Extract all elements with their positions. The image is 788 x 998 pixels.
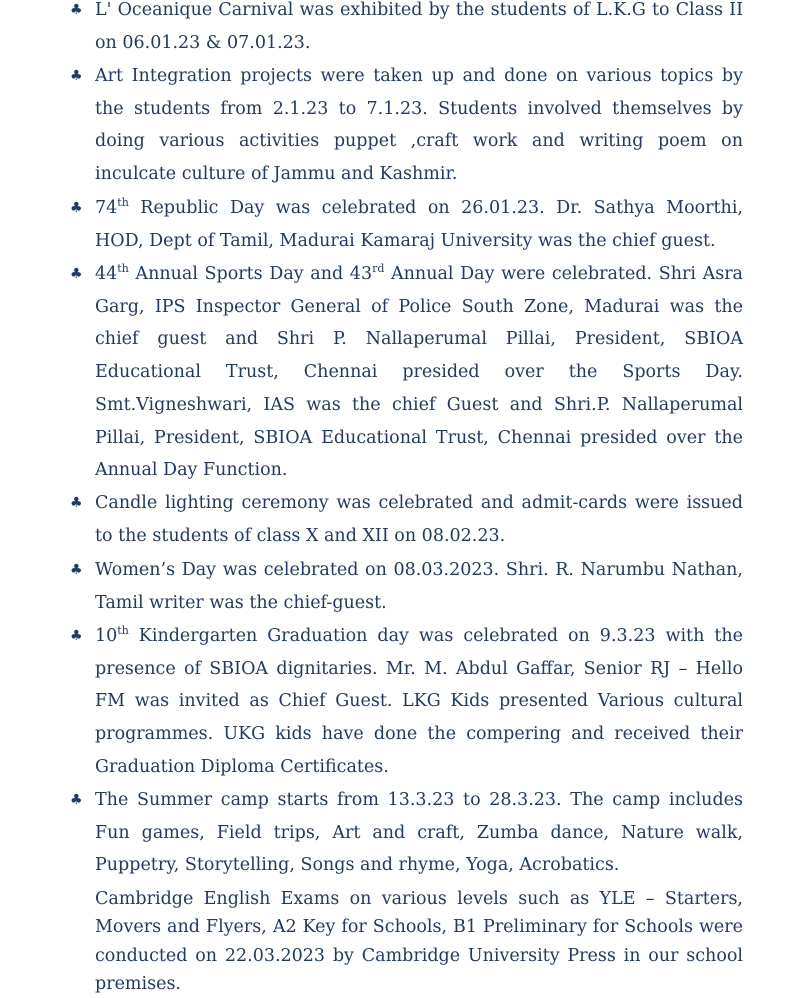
item-text bbox=[95, 192, 743, 257]
club-bullet-icon: ♣ bbox=[70, 495, 83, 511]
paragraph-text: Cambridge English Exams on various levels such as YLE – Starters, Movers and Flyers, A2 Key for Schools, B1 Preliminary for Schools were conducted on 22.03.2023 by Cambridge University Press in our school premises. bbox=[95, 889, 743, 994]
club-bullet-icon: ♣ bbox=[70, 792, 83, 808]
club-bullet-icon: ♣ bbox=[70, 68, 83, 84]
ordinal-number: 74 bbox=[95, 198, 118, 218]
club-bullet-icon: ♣ bbox=[70, 266, 83, 282]
item-text: Candle lighting ceremony was celebrated and admit-cards were issued to the students of class X and XII on 08.02.23. bbox=[95, 493, 743, 546]
list-item-womens-day bbox=[70, 554, 743, 619]
item-text-mid: Annual Sports Day and 43 bbox=[128, 264, 373, 284]
item-text-rest: Kindergarten Graduation day was celebrated on 9.3.23 with the presence of SBIOA dignitaries. Mr. M. Abdul Gaffar, Senior RJ – Hello FM was invited as Chief Guest. LKG Kids presented Various cultural programmes. UKG kids have done the compering and received their Graduation Diploma Certificates. bbox=[95, 626, 743, 777]
list-item-republic-day bbox=[70, 192, 743, 257]
item-text bbox=[95, 258, 743, 487]
item-text: L' Oceanique Carnival was exhibited by the students of L.K.G to Class II on 06.01.23 & 07.01.23. bbox=[95, 0, 743, 53]
ordinal-suffix: rd bbox=[372, 262, 385, 276]
closing-paragraph bbox=[70, 885, 743, 998]
item-text bbox=[95, 620, 743, 784]
list-item-kg-graduation bbox=[70, 620, 743, 784]
club-bullet-icon: ♣ bbox=[70, 2, 83, 18]
list-item-summer-camp bbox=[70, 784, 743, 882]
item-text: The Summer camp starts from 13.3.23 to 28.3.23. The camp includes Fun games, Field trips, Art and craft, Zumba dance, Nature walk, Puppetry, Storytelling, Songs and rhyme, Yoga, Acrobatics. bbox=[95, 790, 743, 876]
club-bullet-icon: ♣ bbox=[70, 628, 83, 644]
ordinal-number: 10 bbox=[95, 626, 118, 646]
list-item-candle-lighting bbox=[70, 487, 743, 552]
item-text: Women’s Day was celebrated on 08.03.2023. Shri. R. Narumbu Nathan, Tamil writer was the chief-guest. bbox=[95, 560, 743, 613]
ordinal-suffix: th bbox=[117, 196, 129, 210]
ordinal-suffix: th bbox=[117, 262, 129, 276]
club-bullet-icon: ♣ bbox=[70, 562, 83, 578]
list-item-art-integration bbox=[70, 60, 743, 191]
ordinal-number: 44 bbox=[95, 264, 118, 284]
list-item-sports-annual-day bbox=[70, 258, 743, 487]
list-item-carnival bbox=[70, 0, 743, 59]
item-text-rest: Republic Day was celebrated on 26.01.23. Dr. Sathya Moorthi, HOD, Dept of Tamil, Madurai Kamaraj University was the chief guest. bbox=[95, 198, 743, 251]
item-text-rest: Annual Day were celebrated. Shri Asra Garg, IPS Inspector General of Police South Zone, Madurai was the chief guest and Shri P. Nallaperumal Pillai, President, SBIOA Educational Trust, Chennai presided over the Sports Day. Smt.Vigneshwari, IAS was the chief Guest and Shri.P. Nallaperumal Pillai, President, SBIOA Educational Trust, Chennai presided over the Annual Day Function. bbox=[95, 264, 743, 481]
club-bullet-icon: ♣ bbox=[70, 200, 83, 216]
item-text: Art Integration projects were taken up and done on various topics by the students from 2.1.23 to 7.1.23. Students involved themselves by doing various activities puppet ,craft work and writing poem on inculcate culture of Jammu and Kashmir. bbox=[95, 66, 743, 185]
ordinal-suffix: th bbox=[117, 624, 129, 638]
